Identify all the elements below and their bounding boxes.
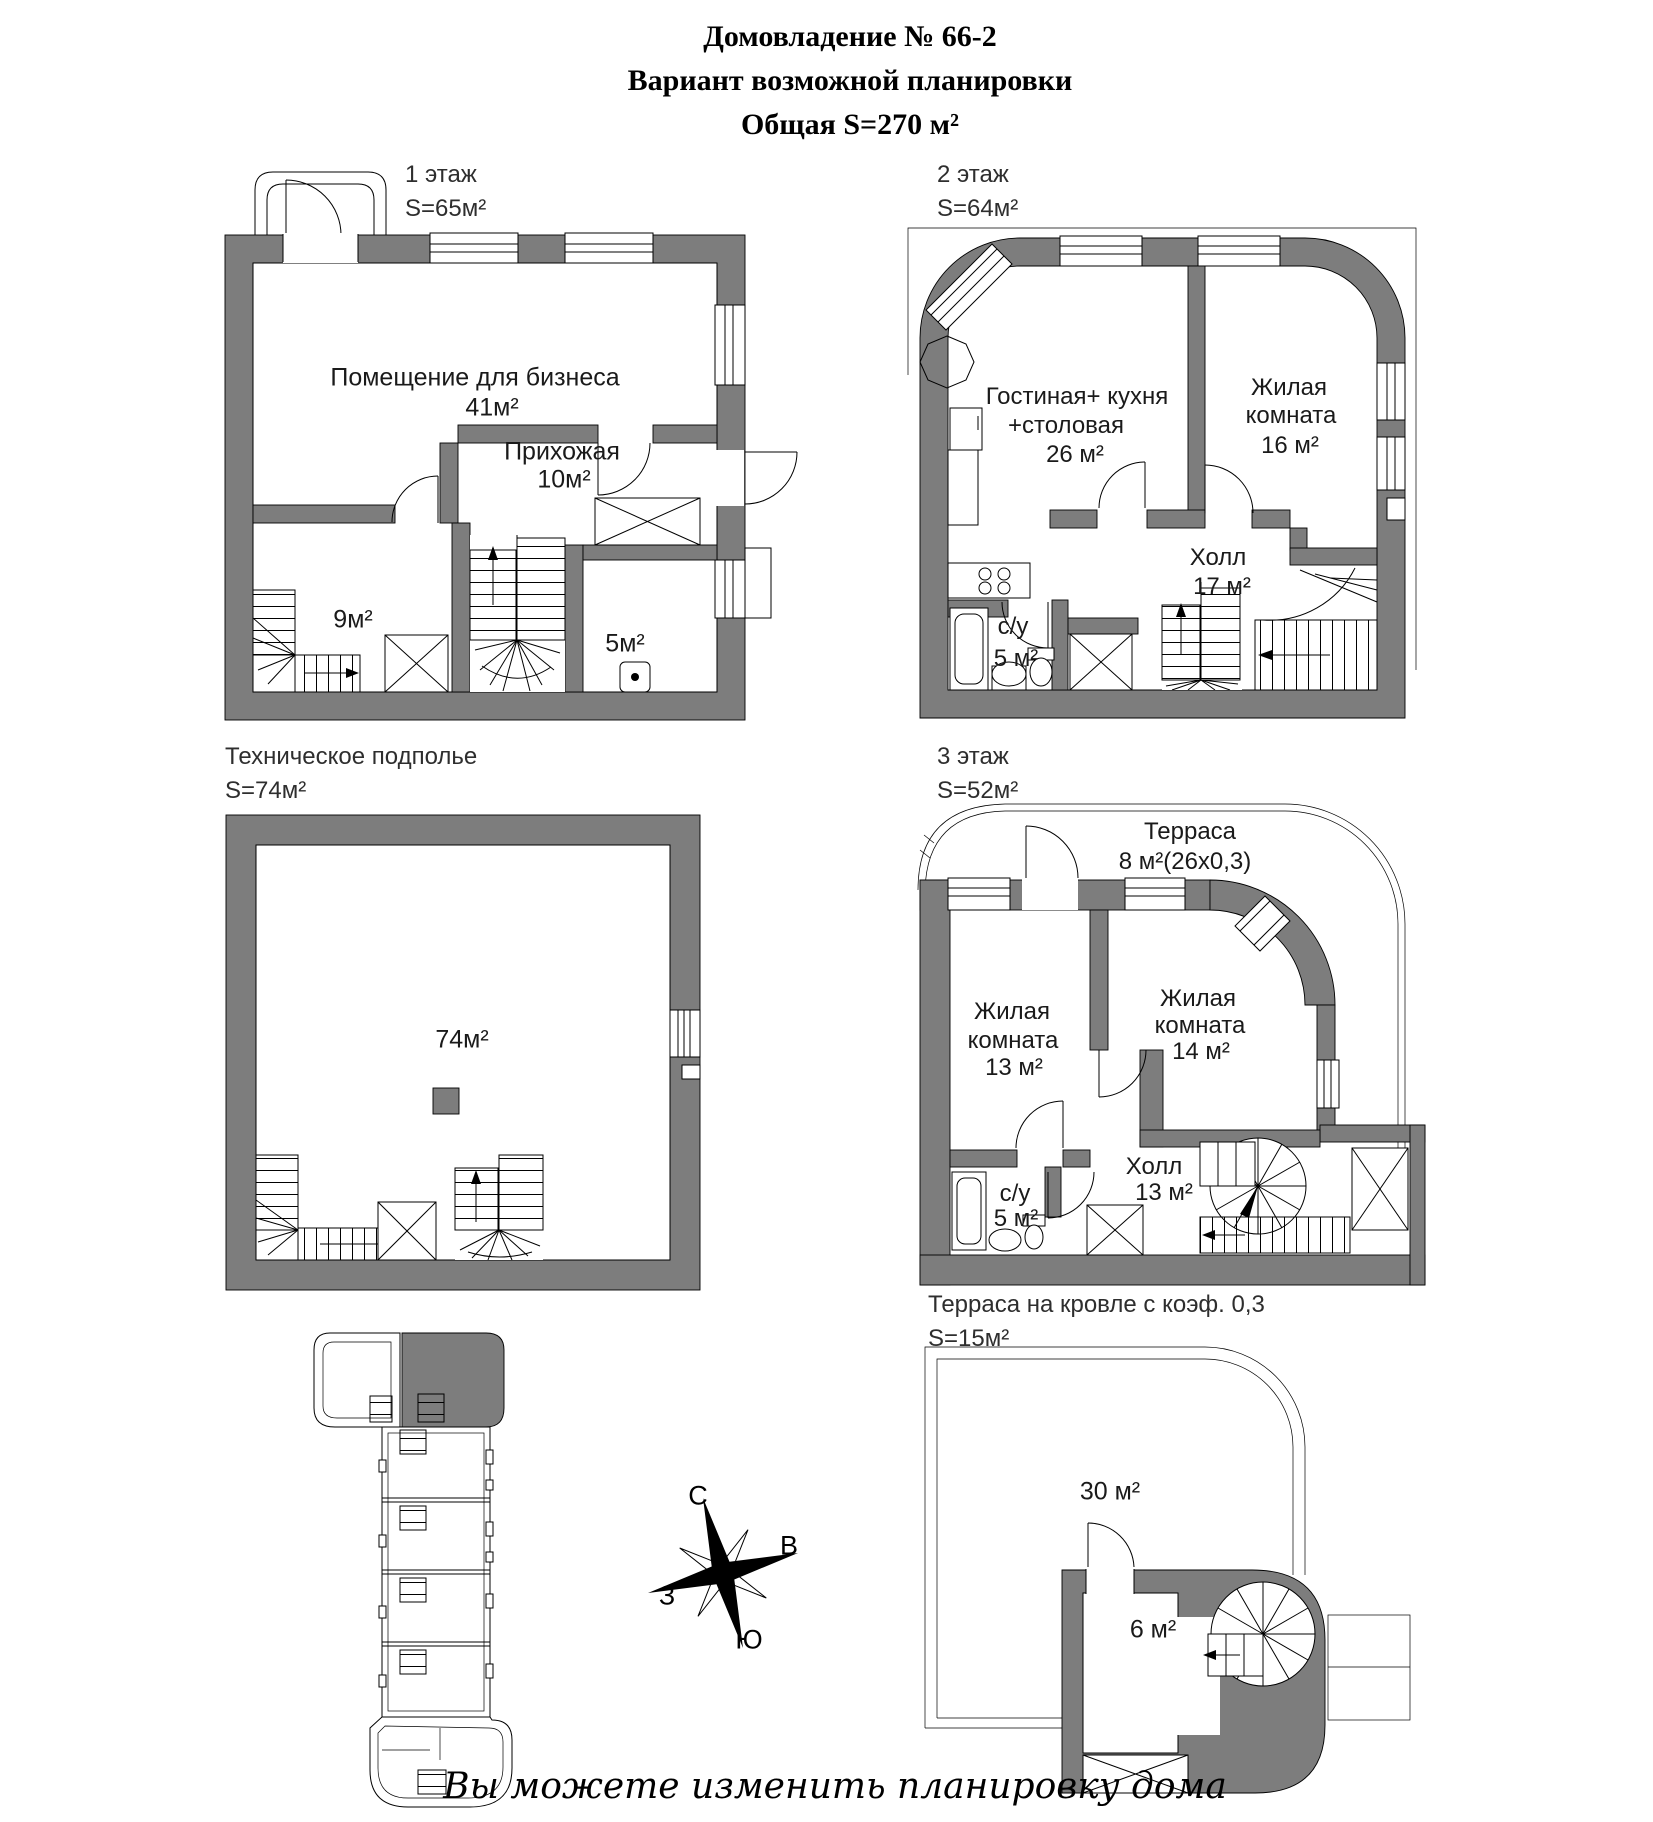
basement-label [225,740,477,808]
room-bed16-area: 16 м² [1261,432,1319,459]
floor3-area: S=52м² [937,777,1019,804]
compass-south-label: Ю [735,1624,763,1655]
roof-plan-drawing [900,1345,1440,1800]
floor1-area: S=65м² [405,195,487,222]
floor3-title: 3 этаж [937,743,1009,770]
room9-area: 9м² [333,605,373,634]
basement-plan-drawing [220,810,760,1300]
footer-note: Вы можете изменить планировку дома [443,1766,1227,1807]
terrace3-area: 8 м²(26х0,3) [1118,848,1252,875]
room-hall1-name: Прихожая [504,437,620,466]
compass-west-label: З [658,1580,676,1611]
roof-title: Терраса на кровле с коэф. 0,3 [928,1291,1265,1318]
room-bed16-line1: Жилая [1251,374,1327,401]
room-bed13-line2: комната [967,1027,1059,1054]
floor2-plan-drawing [900,150,1425,725]
wc3-name: с/у [999,1180,1031,1207]
room-business-area: 41м² [465,393,519,422]
compass-east-label: В [779,1530,799,1561]
room-bed16-line2: комната [1245,402,1337,429]
room-hall1-area: 10м² [537,465,591,494]
room-bed13-area: 13 м² [985,1054,1043,1081]
room-living-line2: +столовая [1007,412,1125,439]
fridge-icon [950,408,982,450]
room-bed14-line1: Жилая [1160,985,1236,1012]
site-plan-drawing [290,1330,530,1822]
compass-north-label: С [688,1480,708,1511]
room-bed14-line2: комната [1154,1012,1246,1039]
wc2-name: с/у [997,613,1029,640]
floor2-title: 2 этаж [937,161,1009,188]
terrace3-name: Терраса [1143,818,1237,845]
highlighted-unit [402,1333,504,1427]
roof-area: S=15м² [928,1325,1010,1352]
wc2-area: 5 м² [993,645,1039,672]
room5-area: 5м² [605,629,645,658]
roof-area6: 6 м² [1129,1615,1177,1644]
floor1-title: 1 этаж [405,161,477,188]
wc3-area: 5 м² [993,1205,1039,1232]
room-bed13-line1: Жилая [974,998,1050,1025]
floor2-area: S=64м² [937,195,1019,222]
basement-room-area: 74м² [435,1025,489,1054]
room-living-line1: Гостиная+ кухня [985,383,1169,410]
basement-area: S=74м² [225,777,307,804]
column [433,1088,459,1114]
room-bed14-area: 14 м² [1172,1038,1230,1065]
room-living-area: 26 м² [1046,441,1104,468]
hall2-name: Холл [1189,544,1247,571]
basement-title: Техническое подполье [225,743,478,770]
sheet-title-line3: Общая S=270 м² [740,108,960,141]
room-business-name: Помещение для бизнеса [330,363,620,392]
sheet-title-line2: Вариант возможной планировки [627,64,1073,97]
roof-area30: 30 м² [1079,1477,1141,1506]
sheet-title-line1: Домовладение № 66-2 [703,20,997,53]
compass-rose-icon [630,1480,820,1670]
hall2-area: 17 м² [1193,573,1251,600]
hall3-name: Холл [1125,1153,1183,1180]
corner-stair [1263,568,1377,620]
hall3-area: 13 м² [1135,1179,1193,1206]
